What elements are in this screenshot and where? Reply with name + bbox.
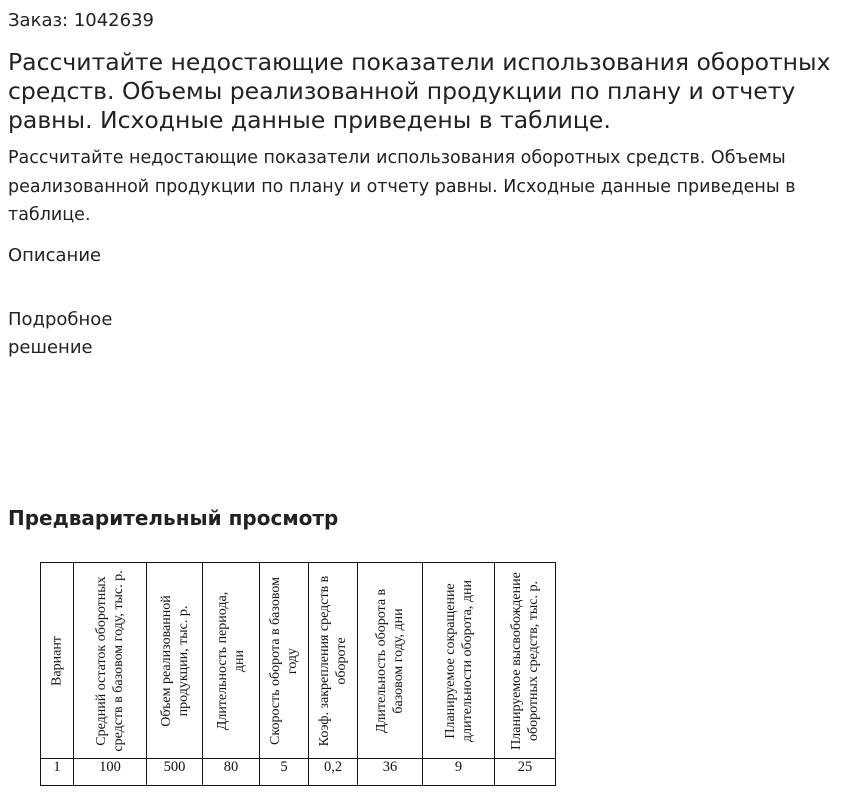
table-header-cell [41,563,74,759]
table-cell: 9 [423,759,495,786]
table-cell: 80 [203,759,260,786]
table-row [41,759,556,786]
table-cell: 25 [495,759,556,786]
order-number: Заказ: 1042639 [8,10,154,31]
table-header-cell [358,563,423,759]
table-header-cell [260,563,309,759]
table-header-cell [74,563,147,759]
preview-table [40,562,556,786]
description-label: Описание [8,245,102,266]
table-cell: 5 [260,759,309,786]
table-cell: 100 [74,759,147,786]
table-cell: 500 [147,759,203,786]
table-header-row [41,563,556,759]
header-turnover-rate: Скорость оборота в базовом году [268,576,300,745]
table-header-cell [147,563,203,759]
header-planned-release: Планируемое высвобождение оборотных средств, тыс. р. [509,571,541,750]
preview-table-container [40,562,556,786]
task-text: Рассчитайте недостающие показатели использования оборотных средств. Объемы реализованной продукции по плану и отчету равны. Исходные данные приведены в таблице. [8,148,796,225]
preview-heading: Предварительный просмотр [8,506,339,530]
table-cell: 1 [41,759,74,786]
header-load-factor: Коэф. закрепления средств в обороте [317,575,349,746]
table-cell: 36 [358,759,423,786]
table-cell: 0,2 [309,759,358,786]
header-turnover-duration: Длительность оборота в базовом году, дни [374,588,406,733]
solution-label: Подробное решение [8,309,113,358]
header-planned-reduction: Планируемое сокращение длительности оборота, дни [442,579,475,742]
table-header-cell [309,563,358,759]
header-avg-balance: Средний остаток оборотных средств в базовом году, тыс. р. [94,569,126,752]
header-variant: Вариант [49,635,65,686]
table-header-cell [495,563,556,759]
header-period-length: Длительность периода, дни [215,591,247,730]
header-sales-volume: Объем реализованной продукции, тыс. р. [158,594,191,727]
table-header-cell [203,563,260,759]
page-title: Рассчитайте недостающие показатели использования оборотных средств. Объемы реализованной продукции по плану и отчету равны. Исходные данные приведены в таблице. [8,48,831,134]
table-header-cell [423,563,495,759]
